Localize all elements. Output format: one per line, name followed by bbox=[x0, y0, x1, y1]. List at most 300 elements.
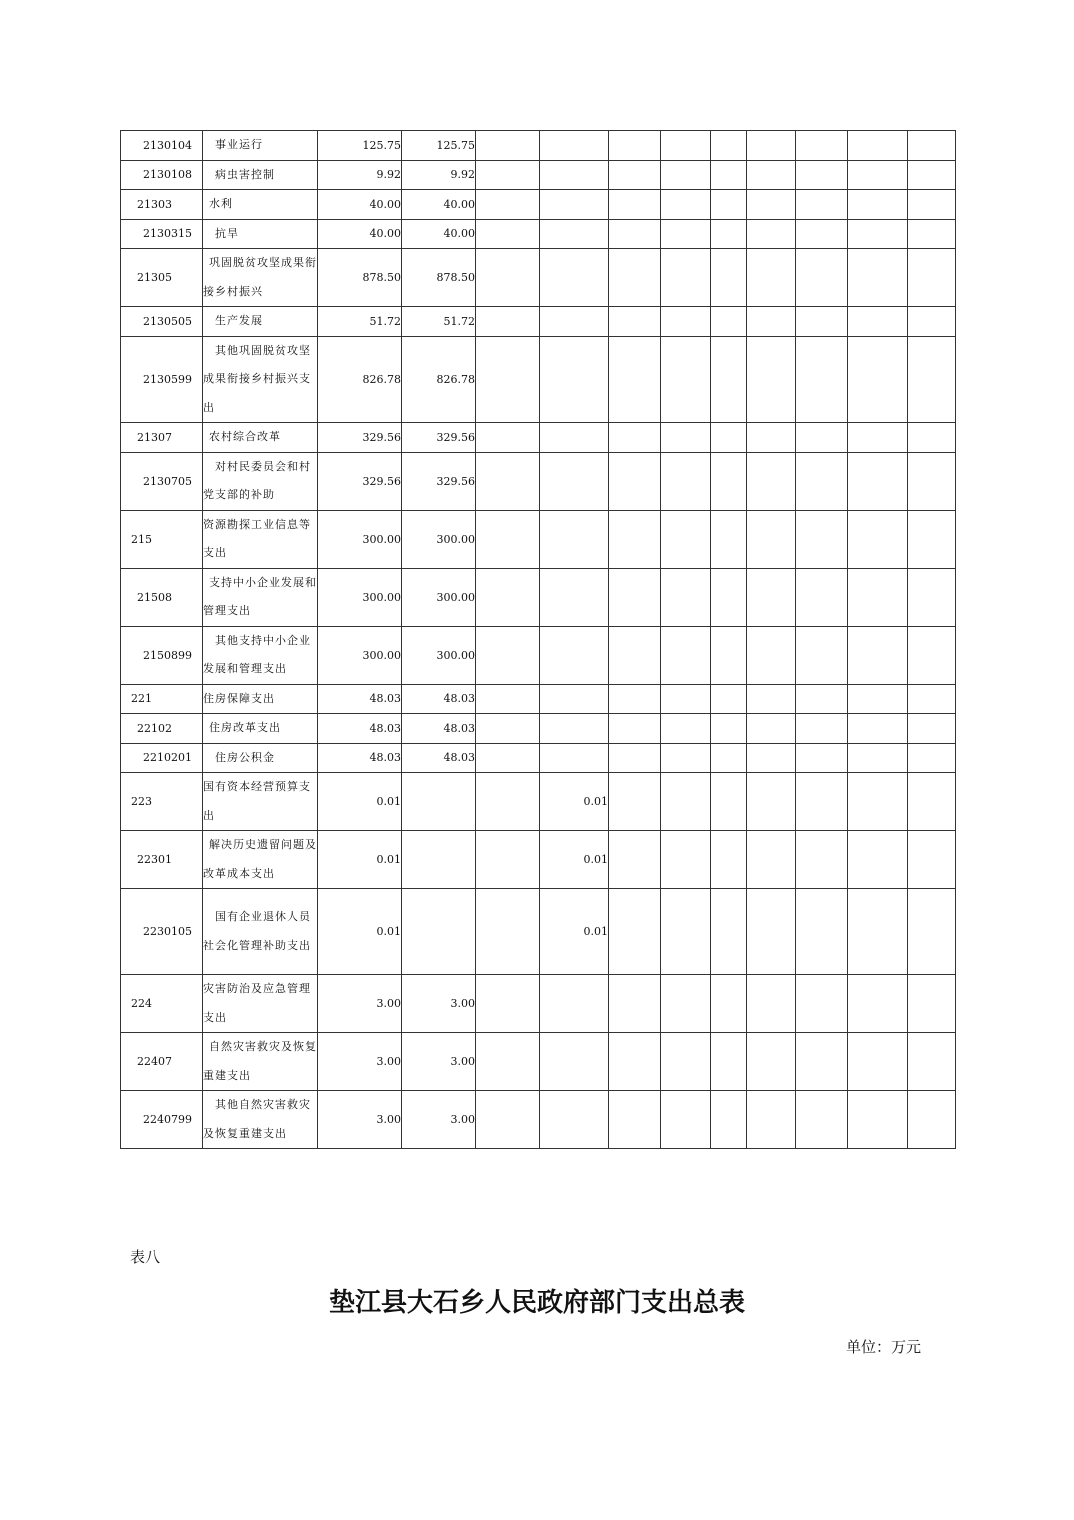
empty-cell bbox=[796, 452, 848, 510]
subject-code-cell bbox=[121, 307, 203, 337]
empty-cell bbox=[711, 889, 747, 975]
empty-cell bbox=[747, 510, 796, 568]
subject-code: 21303 bbox=[137, 197, 172, 211]
subject-code: 2130705 bbox=[143, 474, 192, 488]
total-amount: 9.92 bbox=[318, 160, 402, 190]
empty-cell bbox=[711, 160, 747, 190]
basic-amount: 48.03 bbox=[402, 684, 476, 714]
table-row bbox=[121, 889, 956, 975]
total-amount: 300.00 bbox=[318, 510, 402, 568]
empty-cell bbox=[908, 249, 956, 307]
subject-name: 水利 bbox=[203, 190, 318, 220]
total-amount: 300.00 bbox=[318, 568, 402, 626]
empty-cell bbox=[848, 773, 908, 831]
basic-amount: 9.92 bbox=[402, 160, 476, 190]
empty-cell bbox=[747, 1091, 796, 1149]
empty-cell bbox=[661, 684, 711, 714]
empty-cell bbox=[609, 249, 661, 307]
empty-cell bbox=[908, 743, 956, 773]
subject-code-cell bbox=[121, 773, 203, 831]
empty-cell bbox=[711, 510, 747, 568]
empty-cell bbox=[796, 249, 848, 307]
empty-cell bbox=[848, 452, 908, 510]
empty-cell bbox=[796, 568, 848, 626]
empty-cell bbox=[796, 160, 848, 190]
empty-cell bbox=[796, 131, 848, 161]
empty-cell bbox=[796, 684, 848, 714]
table-body bbox=[121, 131, 956, 1149]
subject-code: 21508 bbox=[137, 590, 172, 604]
table-row bbox=[121, 714, 956, 744]
total-amount: 0.01 bbox=[318, 831, 402, 889]
empty-cell bbox=[711, 743, 747, 773]
subject-code: 2130104 bbox=[143, 138, 192, 152]
empty-cell bbox=[848, 714, 908, 744]
empty-cell bbox=[609, 219, 661, 249]
subject-code-cell bbox=[121, 219, 203, 249]
basic-amount: 3.00 bbox=[402, 1033, 476, 1091]
empty-cell bbox=[711, 423, 747, 453]
project-amount: 0.01 bbox=[540, 831, 609, 889]
basic-amount: 48.03 bbox=[402, 714, 476, 744]
subject-name: 其他巩固脱贫攻坚成果衔接乡村振兴支出 bbox=[203, 336, 318, 423]
basic-amount: 826.78 bbox=[402, 336, 476, 423]
empty-cell bbox=[908, 452, 956, 510]
empty-cell bbox=[908, 510, 956, 568]
basic-amount: 125.75 bbox=[402, 131, 476, 161]
empty-cell bbox=[711, 684, 747, 714]
empty-cell bbox=[711, 714, 747, 744]
subject-code: 2240799 bbox=[143, 1113, 192, 1126]
empty-cell bbox=[609, 131, 661, 161]
empty-cell bbox=[908, 336, 956, 423]
empty-cell bbox=[661, 336, 711, 423]
project-amount bbox=[540, 307, 609, 337]
empty-cell bbox=[476, 568, 540, 626]
empty-cell bbox=[711, 131, 747, 161]
basic-amount: 329.56 bbox=[402, 452, 476, 510]
empty-cell bbox=[747, 1033, 796, 1091]
project-amount bbox=[540, 336, 609, 423]
project-amount: 0.01 bbox=[540, 889, 609, 975]
empty-cell bbox=[848, 423, 908, 453]
subject-name: 其他支持中小企业发展和管理支出 bbox=[203, 626, 318, 684]
total-amount: 329.56 bbox=[318, 423, 402, 453]
empty-cell bbox=[796, 743, 848, 773]
empty-cell bbox=[609, 975, 661, 1033]
subject-code-cell bbox=[121, 131, 203, 161]
total-amount: 878.50 bbox=[318, 249, 402, 307]
project-amount bbox=[540, 626, 609, 684]
table-row bbox=[121, 190, 956, 220]
total-amount: 826.78 bbox=[318, 336, 402, 423]
empty-cell bbox=[747, 975, 796, 1033]
empty-cell bbox=[609, 452, 661, 510]
basic-amount: 48.03 bbox=[402, 743, 476, 773]
empty-cell bbox=[796, 190, 848, 220]
empty-cell bbox=[747, 423, 796, 453]
empty-cell bbox=[609, 626, 661, 684]
empty-cell bbox=[908, 1033, 956, 1091]
subject-code: 2130315 bbox=[143, 227, 192, 241]
empty-cell bbox=[711, 626, 747, 684]
empty-cell bbox=[711, 452, 747, 510]
empty-cell bbox=[476, 131, 540, 161]
table-row bbox=[121, 1033, 956, 1091]
total-amount: 0.01 bbox=[318, 773, 402, 831]
empty-cell bbox=[476, 423, 540, 453]
empty-cell bbox=[711, 1091, 747, 1149]
empty-cell bbox=[476, 626, 540, 684]
subject-code-cell bbox=[121, 975, 203, 1033]
subject-name: 国有资本经营预算支出 bbox=[203, 773, 318, 831]
total-amount: 125.75 bbox=[318, 131, 402, 161]
empty-cell bbox=[747, 831, 796, 889]
total-amount: 3.00 bbox=[318, 975, 402, 1033]
subject-code: 22102 bbox=[137, 721, 172, 735]
subject-code: 2130599 bbox=[143, 372, 192, 386]
empty-cell bbox=[747, 131, 796, 161]
empty-cell bbox=[796, 1091, 848, 1149]
empty-cell bbox=[609, 160, 661, 190]
empty-cell bbox=[747, 219, 796, 249]
empty-cell bbox=[711, 307, 747, 337]
empty-cell bbox=[661, 889, 711, 975]
subject-code-cell bbox=[121, 336, 203, 423]
empty-cell bbox=[848, 131, 908, 161]
project-amount bbox=[540, 568, 609, 626]
empty-cell bbox=[908, 626, 956, 684]
empty-cell bbox=[908, 975, 956, 1033]
empty-cell bbox=[476, 714, 540, 744]
empty-cell bbox=[747, 743, 796, 773]
subject-code-cell bbox=[121, 423, 203, 453]
project-amount bbox=[540, 219, 609, 249]
empty-cell bbox=[796, 307, 848, 337]
subject-code-cell bbox=[121, 1091, 203, 1149]
empty-cell bbox=[476, 452, 540, 510]
page-title: 垫江县大石乡人民政府部门支出总表 bbox=[328, 1288, 745, 1318]
subject-code: 22301 bbox=[137, 853, 172, 866]
empty-cell bbox=[711, 249, 747, 307]
subject-code-cell bbox=[121, 714, 203, 744]
empty-cell bbox=[476, 249, 540, 307]
table-row bbox=[121, 510, 956, 568]
subject-code-cell bbox=[121, 743, 203, 773]
subject-code-cell bbox=[121, 684, 203, 714]
empty-cell bbox=[747, 452, 796, 510]
subject-code-cell bbox=[121, 249, 203, 307]
table-row bbox=[121, 131, 956, 161]
empty-cell bbox=[609, 510, 661, 568]
empty-cell bbox=[609, 714, 661, 744]
subject-code-cell bbox=[121, 568, 203, 626]
empty-cell bbox=[848, 510, 908, 568]
basic-amount bbox=[402, 831, 476, 889]
subject-name: 农村综合改革 bbox=[203, 423, 318, 453]
subject-name: 对村民委员会和村党支部的补助 bbox=[203, 452, 318, 510]
empty-cell bbox=[476, 1091, 540, 1149]
empty-cell bbox=[796, 336, 848, 423]
empty-cell bbox=[747, 249, 796, 307]
subject-code: 2230105 bbox=[143, 925, 192, 938]
subject-name: 住房改革支出 bbox=[203, 714, 318, 744]
basic-amount: 40.00 bbox=[402, 219, 476, 249]
empty-cell bbox=[661, 1091, 711, 1149]
basic-amount: 300.00 bbox=[402, 626, 476, 684]
budget-table bbox=[120, 130, 956, 1149]
total-amount: 0.01 bbox=[318, 889, 402, 975]
project-amount bbox=[540, 1033, 609, 1091]
basic-amount: 329.56 bbox=[402, 423, 476, 453]
empty-cell bbox=[661, 249, 711, 307]
empty-cell bbox=[609, 307, 661, 337]
empty-cell bbox=[476, 336, 540, 423]
empty-cell bbox=[609, 1091, 661, 1149]
subject-code: 224 bbox=[131, 997, 152, 1010]
table-row bbox=[121, 773, 956, 831]
empty-cell bbox=[848, 626, 908, 684]
empty-cell bbox=[476, 160, 540, 190]
subject-code: 221 bbox=[131, 692, 152, 706]
subject-code: 215 bbox=[131, 532, 152, 546]
empty-cell bbox=[848, 1091, 908, 1149]
subject-name: 病虫害控制 bbox=[203, 160, 318, 190]
empty-cell bbox=[476, 831, 540, 889]
empty-cell bbox=[476, 684, 540, 714]
table-row bbox=[121, 219, 956, 249]
empty-cell bbox=[661, 510, 711, 568]
empty-cell bbox=[609, 336, 661, 423]
empty-cell bbox=[609, 190, 661, 220]
empty-cell bbox=[848, 975, 908, 1033]
empty-cell bbox=[476, 743, 540, 773]
subject-code-cell bbox=[121, 190, 203, 220]
empty-cell bbox=[908, 131, 956, 161]
empty-cell bbox=[661, 743, 711, 773]
project-amount bbox=[540, 714, 609, 744]
subject-name: 生产发展 bbox=[203, 307, 318, 337]
empty-cell bbox=[609, 743, 661, 773]
empty-cell bbox=[796, 773, 848, 831]
empty-cell bbox=[848, 249, 908, 307]
subject-name: 住房公积金 bbox=[203, 743, 318, 773]
subject-name: 巩固脱贫攻坚成果衔接乡村振兴 bbox=[203, 249, 318, 307]
project-amount bbox=[540, 510, 609, 568]
subject-name: 住房保障支出 bbox=[203, 684, 318, 714]
basic-amount: 878.50 bbox=[402, 249, 476, 307]
project-amount: 0.01 bbox=[540, 773, 609, 831]
subject-code-cell bbox=[121, 160, 203, 190]
empty-cell bbox=[908, 307, 956, 337]
empty-cell bbox=[609, 423, 661, 453]
empty-cell bbox=[848, 307, 908, 337]
empty-cell bbox=[796, 510, 848, 568]
project-amount bbox=[540, 452, 609, 510]
subject-name: 事业运行 bbox=[203, 131, 318, 161]
table-row bbox=[121, 423, 956, 453]
empty-cell bbox=[476, 975, 540, 1033]
empty-cell bbox=[747, 889, 796, 975]
empty-cell bbox=[609, 831, 661, 889]
total-amount: 51.72 bbox=[318, 307, 402, 337]
subject-name: 灾害防治及应急管理支出 bbox=[203, 975, 318, 1033]
total-amount: 300.00 bbox=[318, 626, 402, 684]
total-amount: 3.00 bbox=[318, 1091, 402, 1149]
basic-amount: 40.00 bbox=[402, 190, 476, 220]
empty-cell bbox=[747, 190, 796, 220]
subject-code: 2130505 bbox=[143, 314, 192, 328]
empty-cell bbox=[711, 1033, 747, 1091]
empty-cell bbox=[661, 831, 711, 889]
empty-cell bbox=[661, 219, 711, 249]
empty-cell bbox=[908, 831, 956, 889]
empty-cell bbox=[476, 889, 540, 975]
total-amount: 40.00 bbox=[318, 219, 402, 249]
empty-cell bbox=[711, 190, 747, 220]
empty-cell bbox=[476, 1033, 540, 1091]
table-row bbox=[121, 160, 956, 190]
table-row bbox=[121, 684, 956, 714]
empty-cell bbox=[747, 307, 796, 337]
empty-cell bbox=[747, 336, 796, 423]
subject-name: 支持中小企业发展和管理支出 bbox=[203, 568, 318, 626]
empty-cell bbox=[908, 773, 956, 831]
empty-cell bbox=[661, 190, 711, 220]
empty-cell bbox=[609, 889, 661, 975]
empty-cell bbox=[908, 684, 956, 714]
empty-cell bbox=[661, 452, 711, 510]
empty-cell bbox=[908, 889, 956, 975]
empty-cell bbox=[908, 219, 956, 249]
basic-amount: 300.00 bbox=[402, 568, 476, 626]
empty-cell bbox=[796, 831, 848, 889]
project-amount bbox=[540, 131, 609, 161]
empty-cell bbox=[848, 190, 908, 220]
empty-cell bbox=[848, 684, 908, 714]
table-row bbox=[121, 975, 956, 1033]
empty-cell bbox=[796, 626, 848, 684]
table-row bbox=[121, 307, 956, 337]
table-row bbox=[121, 249, 956, 307]
empty-cell bbox=[476, 307, 540, 337]
empty-cell bbox=[661, 626, 711, 684]
project-amount bbox=[540, 975, 609, 1033]
empty-cell bbox=[848, 160, 908, 190]
table-row bbox=[121, 336, 956, 423]
project-amount bbox=[540, 1091, 609, 1149]
empty-cell bbox=[848, 1033, 908, 1091]
empty-cell bbox=[661, 975, 711, 1033]
empty-cell bbox=[848, 219, 908, 249]
subject-code-cell bbox=[121, 1033, 203, 1091]
subject-name: 自然灾害救灾及恢复重建支出 bbox=[203, 1033, 318, 1091]
empty-cell bbox=[476, 510, 540, 568]
basic-amount bbox=[402, 889, 476, 975]
empty-cell bbox=[661, 131, 711, 161]
empty-cell bbox=[609, 568, 661, 626]
empty-cell bbox=[661, 160, 711, 190]
subject-name: 解决历史遗留问题及改革成本支出 bbox=[203, 831, 318, 889]
empty-cell bbox=[661, 714, 711, 744]
empty-cell bbox=[609, 773, 661, 831]
project-amount bbox=[540, 684, 609, 714]
subject-code: 2130108 bbox=[143, 168, 192, 182]
empty-cell bbox=[796, 1033, 848, 1091]
empty-cell bbox=[609, 1033, 661, 1091]
subject-code: 223 bbox=[131, 795, 152, 808]
unit-label: 单位：万元 bbox=[846, 1338, 922, 1356]
subject-code: 22407 bbox=[137, 1055, 172, 1068]
empty-cell bbox=[908, 423, 956, 453]
subject-code-cell bbox=[121, 452, 203, 510]
project-amount bbox=[540, 160, 609, 190]
total-amount: 48.03 bbox=[318, 743, 402, 773]
empty-cell bbox=[796, 889, 848, 975]
project-amount bbox=[540, 190, 609, 220]
empty-cell bbox=[747, 568, 796, 626]
basic-amount: 300.00 bbox=[402, 510, 476, 568]
empty-cell bbox=[711, 975, 747, 1033]
subject-code: 21305 bbox=[137, 271, 172, 284]
subject-code: 21307 bbox=[137, 430, 172, 444]
table-row bbox=[121, 568, 956, 626]
basic-amount: 3.00 bbox=[402, 1091, 476, 1149]
table-label: 表八 bbox=[130, 1248, 161, 1266]
empty-cell bbox=[908, 160, 956, 190]
empty-cell bbox=[711, 773, 747, 831]
table-row bbox=[121, 452, 956, 510]
empty-cell bbox=[796, 975, 848, 1033]
empty-cell bbox=[661, 568, 711, 626]
subject-code: 2210201 bbox=[143, 751, 192, 765]
empty-cell bbox=[908, 714, 956, 744]
subject-code-cell bbox=[121, 889, 203, 975]
subject-code: 2150899 bbox=[143, 648, 192, 662]
subject-name: 资源勘探工业信息等支出 bbox=[203, 510, 318, 568]
empty-cell bbox=[796, 714, 848, 744]
empty-cell bbox=[796, 219, 848, 249]
empty-cell bbox=[747, 684, 796, 714]
basic-amount bbox=[402, 773, 476, 831]
empty-cell bbox=[661, 1033, 711, 1091]
empty-cell bbox=[609, 684, 661, 714]
empty-cell bbox=[711, 219, 747, 249]
table-row bbox=[121, 626, 956, 684]
basic-amount: 51.72 bbox=[402, 307, 476, 337]
basic-amount: 3.00 bbox=[402, 975, 476, 1033]
subject-name: 其他自然灾害救灾及恢复重建支出 bbox=[203, 1091, 318, 1149]
total-amount: 3.00 bbox=[318, 1033, 402, 1091]
empty-cell bbox=[711, 336, 747, 423]
total-amount: 48.03 bbox=[318, 714, 402, 744]
empty-cell bbox=[796, 423, 848, 453]
project-amount bbox=[540, 423, 609, 453]
empty-cell bbox=[848, 568, 908, 626]
subject-code-cell bbox=[121, 510, 203, 568]
table-row bbox=[121, 831, 956, 889]
total-amount: 329.56 bbox=[318, 452, 402, 510]
subject-code-cell bbox=[121, 626, 203, 684]
empty-cell bbox=[908, 568, 956, 626]
empty-cell bbox=[661, 423, 711, 453]
empty-cell bbox=[747, 773, 796, 831]
empty-cell bbox=[476, 219, 540, 249]
empty-cell bbox=[848, 336, 908, 423]
subject-name: 国有企业退休人员社会化管理补助支出 bbox=[203, 889, 318, 975]
empty-cell bbox=[908, 190, 956, 220]
empty-cell bbox=[848, 831, 908, 889]
